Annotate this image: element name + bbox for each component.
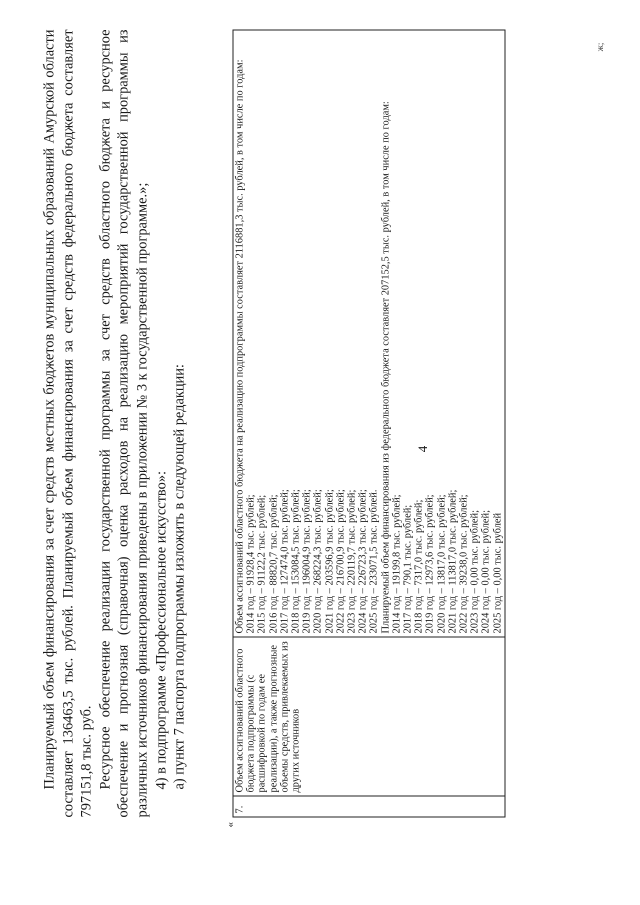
paragraph-resource-support: Ресурсное обеспечение реализации государственной программы за счет средств областного бюджета и ресурсное обеспечение и прогнозная (справочная) оценка расходов на реализацию мероприятий государственной программы из различных источников финансирования приведены в приложении № 3 к государственной программе.»; [96, 29, 150, 817]
table-row [233, 30, 505, 817]
regional-year-line: 2023 год – 220119,7 тыс. рублей; [346, 489, 358, 633]
federal-year-line: 2014 год – 19199,8 тыс. рублей; [390, 493, 402, 633]
federal-year-line: 2020 год – 13817,0 тыс. рублей; [435, 493, 447, 633]
regional-year-line: 2025 год – 233071,5 тыс. рублей. [368, 489, 380, 633]
regional-year-line: 2019 год – 196004,9 тыс. рублей; [301, 488, 313, 633]
regional-year-line: 2017 год – 127474,0 тыс. рублей; [278, 488, 290, 633]
federal-year-line: 2025 год – 0,00 тыс. рублей [491, 512, 503, 633]
body-text [40, 29, 189, 817]
row-label: Объем ассигнований областного бюджета подпрограммы (с расшифровкой по годам ее реализации), а также прогнозные объемы средств, привлекаемых из других источников [233, 637, 505, 796]
federal-year-line: 2018 год – 7317,0 тыс. рублей; [413, 499, 425, 633]
federal-intro: Планируемый объем финансирования из федерального бюджета составляет 207152,5 тыс. рублей, в том числе по годам: [379, 100, 391, 633]
opening-quote: « [224, 821, 236, 827]
regional-intro: Объем ассигнований областного бюджета на реализацию подпрограммы составляет 2116881,3 тыс. рублей, в том числе по годам: [234, 59, 245, 633]
page-number: 4 [415, 445, 430, 453]
regional-year-line: 2016 год – 88820,7 тыс. рублей; [267, 493, 279, 633]
regional-year-line: 2024 год – 226723,3 тыс. рублей; [357, 488, 369, 633]
paragraph-subprogram: 4) в подпрограмме «Профессиональное искусство»: [152, 470, 169, 789]
regional-year-line: 2021 год – 203596,9 тыс. рублей; [323, 488, 335, 633]
federal-year-line: 2024 год – 0,00 тыс. рублей; [480, 509, 492, 633]
passport-table [232, 29, 505, 817]
regional-year-line: 2022 год – 216700,9 тыс. рублей; [334, 488, 346, 633]
paragraph-item-a: а) пункт 7 паспорта подпрограммы изложить в следующей редакции: [171, 363, 188, 789]
federal-year-line: 2019 год – 12973,6 тыс. рублей; [424, 493, 436, 633]
corner-mark: ж; [595, 42, 605, 52]
row-number: 7. [233, 796, 505, 817]
regional-year-line: 2020 год – 268224,3 тыс. рублей; [312, 488, 324, 633]
regional-year-line: 2014 год – 91928,4 тыс. рублей; [245, 493, 257, 633]
regional-year-line: 2018 год – 153084,5 тыс. рублей; [290, 488, 302, 633]
paragraph-local-budgets: Планируемый объем финансирования за счет средств местных бюджетов муниципальных образований Амурской области составляет 136463,5 тыс. рублей. Планируемый объем финансирования за счет средств федерального бюджета составляет 797151,8 тыс. руб. [41, 29, 95, 817]
federal-year-line: 2022 год – 39238,0 тыс. рублей; [458, 493, 470, 633]
federal-year-line: 2017 год – 790,1 тыс. рублей; [402, 504, 414, 633]
regional-year-line: 2015 год – 91122,2 тыс. рублей; [256, 494, 268, 633]
row-content [233, 30, 505, 637]
federal-year-line: 2021 год – 113817,0 тыс. рублей; [446, 489, 458, 633]
federal-year-line: 2023 год – 0,00 тыс. рублей; [469, 509, 481, 633]
